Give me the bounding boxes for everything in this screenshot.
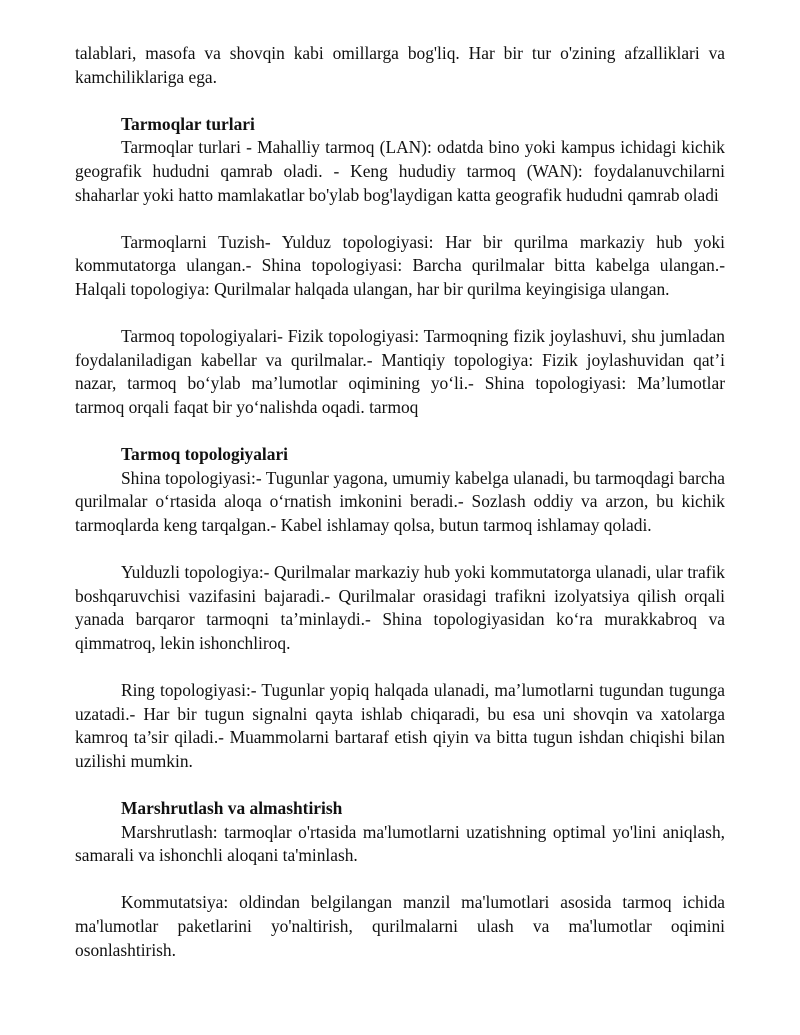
bus-topology-paragraph: Shina topologiyasi:- Tugunlar yagona, umumiy kabelga ulanadi, bu tarmoqdagi barcha qurilmalar o‘rtasida aloqa o‘rnatish imkonini beradi.- Sozlash oddiy va arzon, bu kichik tarmoqlarda keng tarqalgan.- Kabel ishlamay qolsa, butun tarmoq ishlamay qoladi. <box>75 467 725 535</box>
section-heading-topologies: Tarmoq topologiyalari <box>121 444 288 465</box>
spacer <box>75 868 725 892</box>
network-topologies-paragraph: Tarmoq topologiyalari- Fizik topologiyasi: Tarmoqning fizik joylashuvi, shu jumladan foydalaniladigan kabellar va qurilmalar.- Mantiqiy topologiya: Fizik joylashuvidan qat’i nazar, tarmoq bo‘ylab ma’lumotlar oqimining yo‘li.- Shina topologiyasi: Ma’lumotlar tarmoq orqali faqat bir yo‘nalishda oqadi. tarmoq <box>75 326 725 417</box>
section-heading-network-types: Tarmoqlar turlari <box>121 113 255 134</box>
spacer <box>75 773 725 797</box>
ring-topology-paragraph: Ring topologiyasi:- Tugunlar yopiq halqada ulanadi, ma’lumotlarni tugundan tugunga uzatadi.- Har bir tugun signalni qayta ishlab chiqaradi, bu esa uni shovqin va xatolarga kamroq ta’sir qiladi.- Muammolarni bartaraf etish qiyin va bitta tugun ishdan chiqishi bilan uzilishi mumkin. <box>75 680 725 771</box>
spacer <box>75 89 725 113</box>
network-types-paragraph: Tarmoqlar turlari - Mahalliy tarmoq (LAN): odatda bino yoki kampus ichidagi kichik geografik hududni qamrab oladi. - Keng hududiy tarmoq (WAN): foydalanuvchilarni shaharlar yoki hatto mamlakatlar bo'ylab bog'laydigan katta geografik hududni qamrab oladi <box>75 137 725 205</box>
section-heading-routing: Marshrutlash va almashtirish <box>121 798 343 818</box>
network-building-paragraph: Tarmoqlarni Tuzish- Yulduz topologiyasi: Har bir qurilma markaziy hub yoki kommutatorga ulangan.- Shina topologiyasi: Barcha qurilmalar bitta kabelga ulangan.- Halqali topologiya: Qurilmalar halqada ulangan, har bir qurilma keyingisiga ulangan. <box>75 231 725 299</box>
switching-paragraph: Kommutatsiya: oldindan belgilangan manzil ma'lumotlari asosida tarmoq ichida ma'lumotlar paketlarini yo'naltirish, qurilmalarni ulash va ma'lumotlar oqimini osonlashtirish. <box>75 892 725 960</box>
spacer <box>75 537 725 561</box>
spacer <box>75 302 725 326</box>
intro-paragraph: talablari, masofa va shovqin kabi omillarga bog'liq. Har bir tur o'zining afzalliklari va kamchiliklariga ega. <box>75 43 725 87</box>
star-topology-paragraph: Yulduzli topologiya:- Qurilmalar markaziy hub yoki kommutatorga ulanadi, ular trafik boshqaruvchisi vazifasini bajaradi.- Qurilmalar orasidagi trafikni izolyatsiya qilish orqali yanada barqaror tarmoqni ta’minlaydi.- Shina topologiyasidan ko‘ra murakkabroq va qimmatroq, lekin ishonchliroq. <box>75 562 725 653</box>
document-page <box>75 42 725 962</box>
spacer <box>75 420 725 444</box>
routing-paragraph: Marshrutlash: tarmoqlar o'rtasida ma'lumotlarni uzatishning optimal yo'lini aniqlash, samarali va ishonchli aloqani ta'minlash. <box>75 821 725 866</box>
spacer <box>75 207 725 231</box>
spacer <box>75 655 725 679</box>
